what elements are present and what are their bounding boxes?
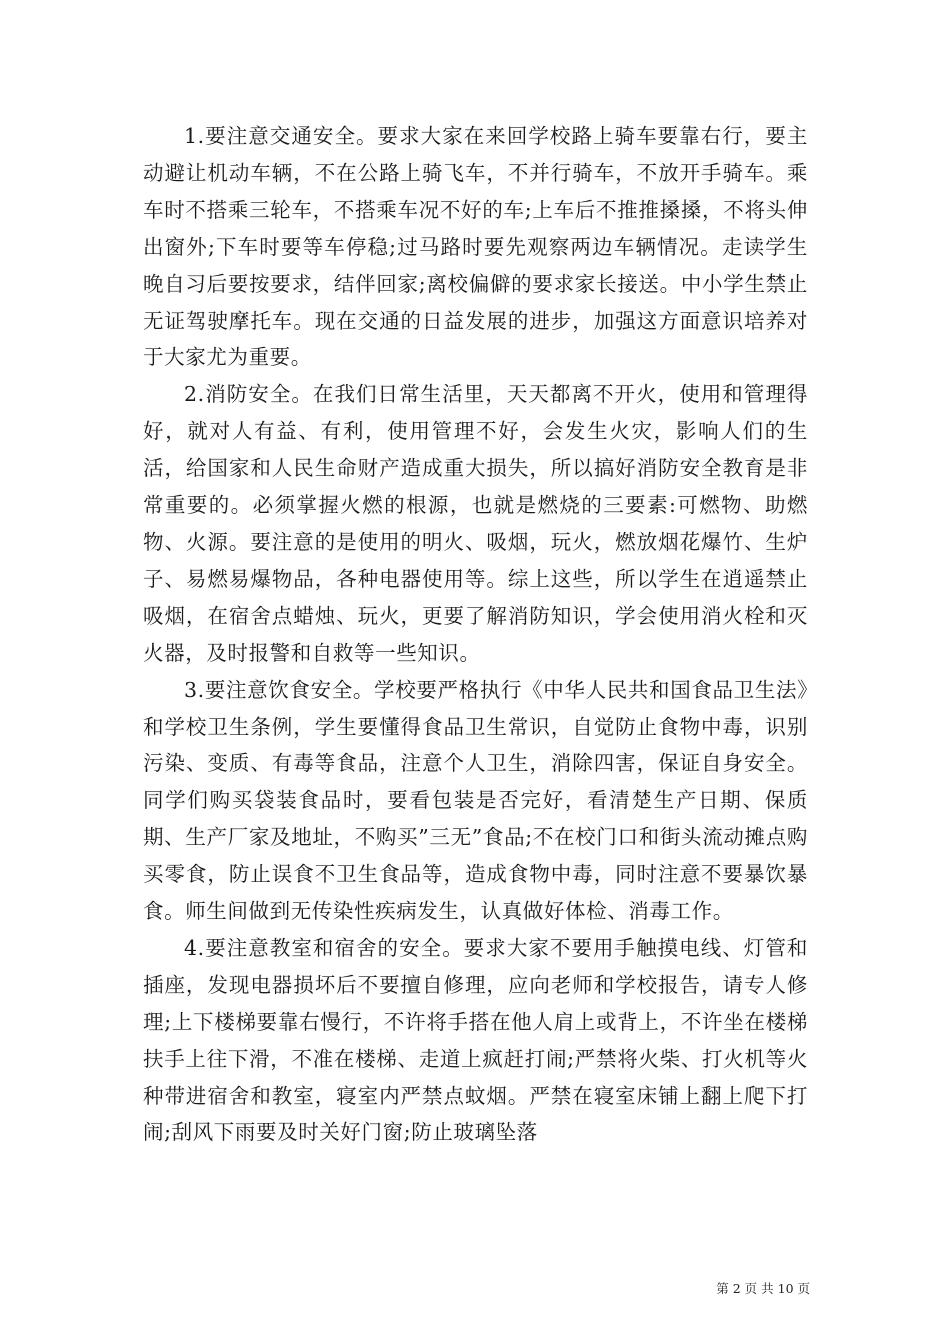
- paragraph-traffic-safety: 1.要注意交通安全。要求大家在来回学校路上骑车要靠右行，要主动避让机动车辆，不在公路上骑飞车，不并行骑车，不放开手骑车。乘车时不搭乘三轮车，不搭乘车况不好的车;上车后不推推搡搡，不将头伸出窗外;下车时要等车停稳;过马路时要先观察两边车辆情况。走读学生晚自习后要按要求，结伴回家;离校偏僻的要求家长接送。中小学生禁止无证驾驶摩托车。现在交通的日益发展的进步，加强这方面意识培养对于大家尤为重要。: [143, 124, 808, 370]
- paragraph-food-safety: 3.要注意饮食安全。学校要严格执行《中华人民共和国食品卫生法》和学校卫生条例，学生要懂得食品卫生常识，自觉防止食物中毒，识别污染、变质、有毒等食品，注意个人卫生，消除四害，保证自身安全。同学们购买袋装食品时，要看包装是否完好，看清楚生产日期、保质期、生产厂家及地址，不购买”三无”食品;不在校门口和街头流动摊点购买零食，防止误食不卫生食品等，造成食物中毒，同时注意不要暴饮暴食。师生间做到无传染性疾病发生，认真做好体检、消毒工作。: [143, 677, 808, 924]
- paragraph-fire-safety: 2.消防安全。在我们日常生活里，天天都离不开火，使用和管理得好，就对人有益、有利，使用管理不好，会发生火灾，影响人们的生活，给国家和人民生命财产造成重大损失，所以搞好消防安全教育是非常重要的。必须掌握火燃的根源，也就是燃烧的三要素:可燃物、助燃物、火源。要注意的是使用的明火、吸烟，玩火，燃放烟花爆竹、生炉子、易燃易爆物品，各种电器使用等。综上这些，所以学生在逍遥禁止吸烟，在宿舍点蜡烛、玩火，更要了解消防知识，学会使用消火栓和灭火器，及时报警和自救等一些知识。: [143, 382, 808, 665]
- paragraph-dorm-safety: 4.要注意教室和宿舍的安全。要求大家不要用手触摸电线、灯管和插座，发现电器损坏后不要擅自修理，应向老师和学校报告，请专人修理;上下楼梯要靠右慢行，不许将手搭在他人肩上或背上，不许坐在楼梯扶手上往下滑，不准在楼梯、走道上疯赶打闹;严禁将火柴、打火机等火种带进宿舍和教室，寝室内严禁点蚊烟。严禁在寝室床铺上翻上爬下打闹;刮风下雨要及时关好门窗;防止玻璃坠落: [143, 935, 808, 1145]
- document-body: [143, 118, 808, 1151]
- page-number: 第 2 页 共 10 页: [716, 1281, 810, 1296]
